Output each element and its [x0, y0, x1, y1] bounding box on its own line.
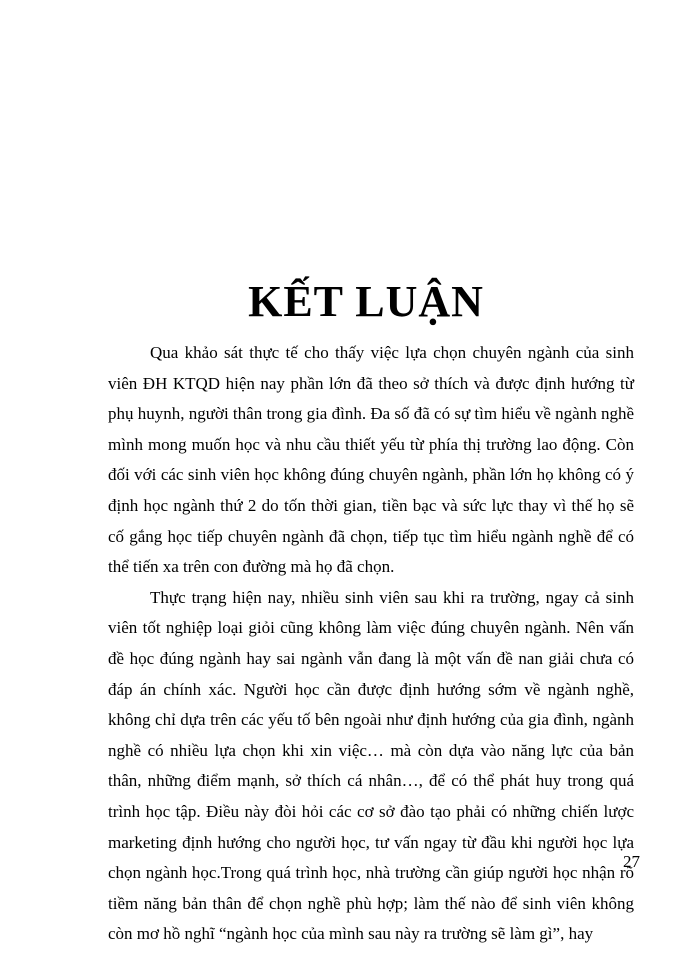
- document-title: KẾT LUẬN: [248, 277, 484, 326]
- paragraph: Thực trạng hiện nay, nhiều sinh viên sau khi ra trường, ngay cả sinh viên tốt nghiệp loại giỏi cũng không làm việc đúng chuyên ngành. Nên vấn đề học đúng ngành hay sai ngành vẫn đang là một vấn đề nan giải chưa có đáp án chính xác. Người học cần được định hướng sớm về ngành nghề, không chỉ dựa trên các yếu tố bên ngoài như định hướng của gia đình, ngành nghề có nhiều lựa chọn khi xin việc… mà còn dựa vào năng lực của bản thân, những điểm mạnh, sở thích cá nhân…, để có thể phát huy trong quá trình học tập. Điều này đòi hỏi các cơ sở đào tạo phải có những chiến lược marketing định hướng cho người học, tư vấn ngay từ đầu khi người học lựa chọn ngành học.Trong quá trình học, nhà trường cần giúp người học nhận rõ tiềm năng bản thân để chọn nghề phù hợp; làm thế nào để sinh viên không còn mơ hồ nghĩ “ngành học của mình sau này ra trường sẽ làm gì”, hay: [108, 587, 634, 944]
- page-number: 27: [623, 852, 640, 871]
- document-body: [108, 338, 634, 950]
- paragraph: Qua khảo sát thực tế cho thấy việc lựa chọn chuyên ngành của sinh viên ĐH KTQD hiện nay phần lớn đã theo sở thích và được định hướng từ phụ huynh, người thân trong gia đình. Đa số đã có sự tìm hiểu về ngành nghề mình mong muốn học và nhu cầu thiết yếu từ phía thị trường lao động. Còn đối với các sinh viên học không đúng chuyên ngành, phần lớn họ không có ý định học ngành thứ 2 do tốn thời gian, tiền bạc và sức lực thay vì thế họ sẽ cố gắng học tiếp chuyên ngành đã chọn, tiếp tục tìm hiểu ngành nghề để có thể tiến xa trên con đường mà họ đã chọn.: [108, 343, 635, 577]
